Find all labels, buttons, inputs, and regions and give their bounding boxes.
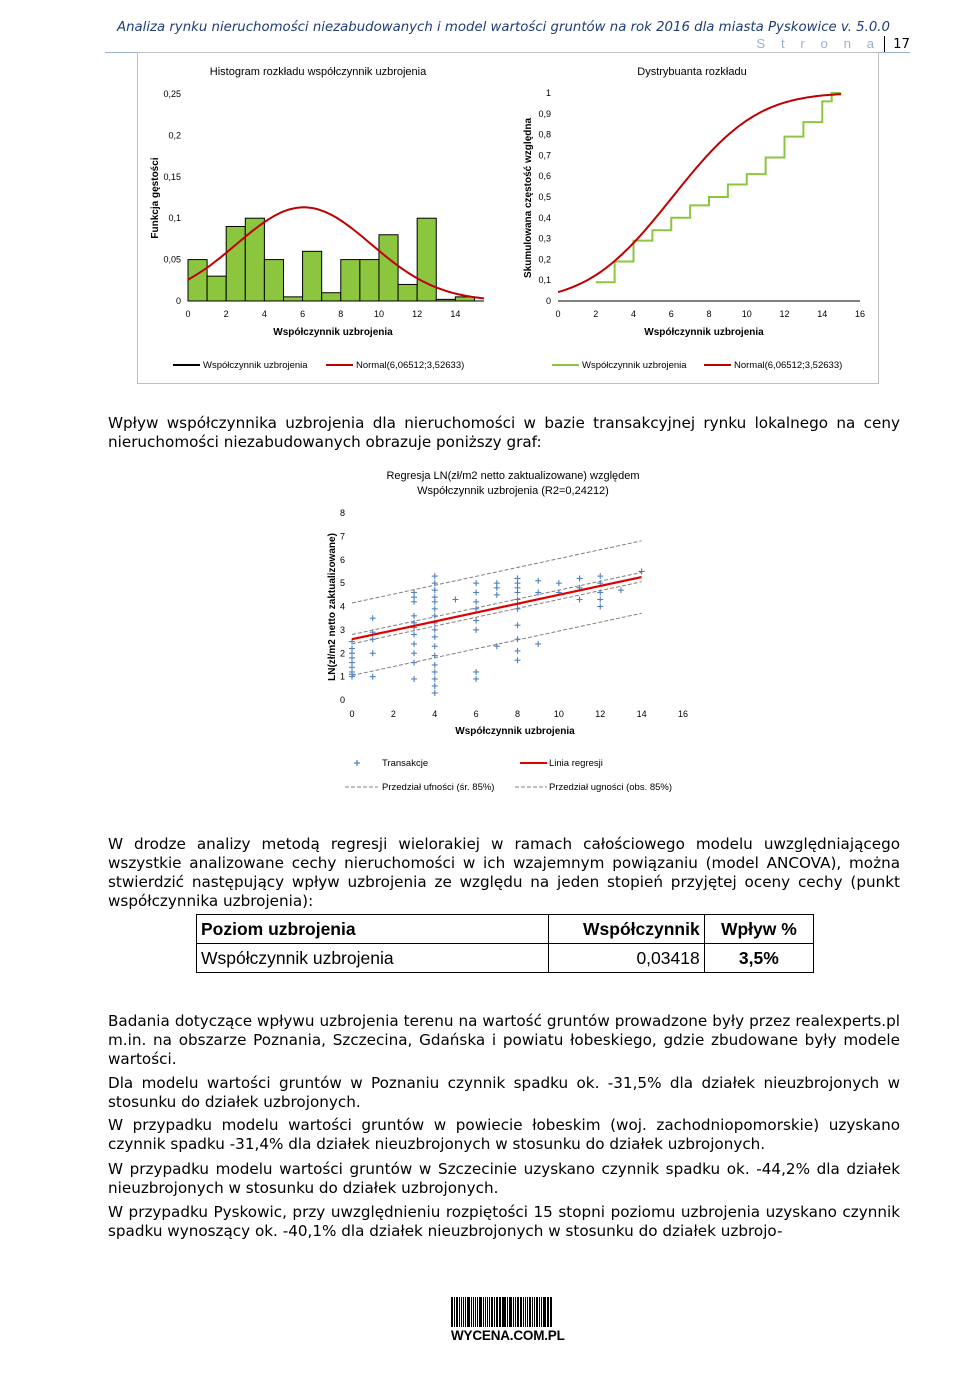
scatter-point xyxy=(556,580,562,586)
barcode-bar xyxy=(517,1297,519,1327)
scatter-point xyxy=(473,580,479,586)
regression-x-tick: 16 xyxy=(677,709,689,719)
histogram-plot xyxy=(163,89,484,319)
barcode-bar xyxy=(461,1297,462,1327)
barcode-bar xyxy=(503,1297,505,1327)
histogram-x-tick: 4 xyxy=(261,309,267,319)
regression-y-tick: 2 xyxy=(339,648,345,659)
table-cell-coefficient: 0,03418 xyxy=(548,944,704,973)
barcode-bar xyxy=(454,1297,455,1327)
wycena-logo xyxy=(451,1297,565,1343)
cdf-title: Dystrybuanta rozkładu xyxy=(637,66,747,78)
scatter-point xyxy=(618,587,624,593)
histogram-bar xyxy=(303,251,322,301)
scatter-point xyxy=(515,636,521,642)
cdf-y-tick: 0,2 xyxy=(538,254,551,265)
barcode-bar xyxy=(529,1297,531,1327)
scatter-point xyxy=(577,575,583,581)
barcode-bar xyxy=(513,1297,514,1327)
barcode-bar xyxy=(532,1297,533,1327)
histogram-bar xyxy=(436,299,455,301)
regression-y-tick: 1 xyxy=(339,671,345,682)
barcode-bar xyxy=(539,1297,540,1327)
barcode-bar xyxy=(473,1297,474,1327)
scatter-point xyxy=(473,618,479,624)
barcode-bar xyxy=(465,1297,466,1327)
barcode-bar xyxy=(541,1297,543,1327)
histogram-bar xyxy=(322,293,341,301)
paragraph-poznan: Dla modelu wartości gruntów w Poznaniu czynnik spadku ok. -31,5% dla działek nieuzbrojonych w stosunku do działek uzbrojonych. xyxy=(108,1074,900,1111)
histogram-x-tick: 12 xyxy=(412,309,423,319)
histogram-bar xyxy=(341,260,360,301)
histogram-y-tick: 0,15 xyxy=(163,171,181,182)
distribution-charts-svg xyxy=(138,53,878,383)
legend-transakcje-marker xyxy=(354,760,360,766)
regression-x-tick: 2 xyxy=(390,709,396,719)
cdf-y-tick: 0,5 xyxy=(538,192,551,202)
histogram-bar xyxy=(245,218,264,301)
histogram-bar xyxy=(207,276,226,301)
scatter-point xyxy=(432,634,438,640)
cdf-x-tick: 12 xyxy=(779,309,790,319)
legend-prediction-label: Przedział ugności (obs. 85%) xyxy=(549,782,673,793)
histogram-x-tick: 10 xyxy=(373,309,384,319)
barcode-bar xyxy=(510,1297,512,1327)
barcode-bar xyxy=(548,1297,549,1327)
scatter-point xyxy=(411,613,417,619)
cdf-plot xyxy=(538,88,865,319)
barcode-graphic xyxy=(451,1297,553,1327)
barcode-bar xyxy=(502,1297,503,1327)
barcode-bar xyxy=(467,1297,469,1327)
scatter-point xyxy=(515,648,521,654)
histogram-y-tick: 0,2 xyxy=(168,130,181,141)
regression-chart-svg xyxy=(325,457,690,801)
cdf-xlabel: Współczynnik uzbrojenia xyxy=(644,327,764,338)
scatter-point xyxy=(473,606,479,612)
cdf-x-tick: 14 xyxy=(817,309,828,319)
paragraph-szczecin: W przypadku modelu wartości gruntów w Szczecinie uzyskano czynnik spadku ok. -44,2% dla działek nieuzbrojonych w stosunku do działek uzbrojonych. xyxy=(108,1160,900,1197)
scatter-point xyxy=(473,599,479,605)
scatter-point xyxy=(411,641,417,647)
histogram-title: Histogram rozkładu współczynnik uzbrojenia xyxy=(209,66,427,78)
cdf-x-tick: 10 xyxy=(741,309,752,319)
barcode-bar xyxy=(463,1297,465,1327)
scatter-point xyxy=(432,676,438,682)
regression-y-tick: 3 xyxy=(339,624,345,635)
scatter-point xyxy=(597,573,603,579)
regression-title-line-2: Współczynnik uzbrojenia (R2=0,24212) xyxy=(417,485,609,497)
histogram-legend-label-1: Współczynnik uzbrojenia xyxy=(203,360,308,371)
barcode-bar xyxy=(491,1297,493,1327)
table-header-row xyxy=(197,915,814,944)
scatter-point xyxy=(535,578,541,584)
barcode-bar xyxy=(547,1297,548,1327)
regression-y-tick: 5 xyxy=(339,578,345,589)
barcode-bar xyxy=(483,1297,484,1327)
legend-regression-label: Linia regresji xyxy=(549,758,603,769)
barcode-bar xyxy=(515,1297,516,1327)
regression-y-tick: 8 xyxy=(339,508,345,518)
histogram-x-tick: 2 xyxy=(223,309,229,319)
histogram-x-tick: 8 xyxy=(338,309,344,319)
cdf-y-tick: 0,7 xyxy=(538,150,551,161)
cdf-legend-label-2: Normal(6,06512;3,52633) xyxy=(734,360,843,371)
scatter-point xyxy=(535,641,541,647)
cdf-y-tick: 0,3 xyxy=(538,233,551,244)
scatter-point xyxy=(411,650,417,656)
scatter-point xyxy=(639,568,645,574)
regression-x-tick: 0 xyxy=(349,709,355,719)
scatter-point xyxy=(411,676,417,682)
barcode-bar xyxy=(525,1297,527,1327)
barcode-bar xyxy=(527,1297,528,1327)
regression-y-tick: 4 xyxy=(339,601,345,612)
regression-x-tick: 12 xyxy=(595,709,606,719)
cdf-ylabel: Skumulowana częstość względna xyxy=(523,117,534,279)
table-header-impact: Wpływ % xyxy=(704,915,813,944)
histogram-y-tick: 0,25 xyxy=(163,89,181,99)
scatter-point xyxy=(473,589,479,595)
regression-y-tick: 0 xyxy=(339,695,345,705)
cdf-x-tick: 0 xyxy=(555,309,561,319)
legend-transakcje-label: Transakcje xyxy=(382,758,429,769)
regression-y-tick: 6 xyxy=(339,554,345,565)
scatter-point xyxy=(432,627,438,633)
regression-x-tick: 14 xyxy=(636,709,647,719)
page-number-block xyxy=(756,36,910,52)
regression-x-tick: 8 xyxy=(514,709,521,719)
scatter-point xyxy=(597,604,603,610)
barcode-bar xyxy=(507,1297,508,1327)
table-header-coefficient: Współczynnik xyxy=(548,915,704,944)
scatter-point xyxy=(473,627,479,633)
histogram-bar xyxy=(264,260,283,301)
barcode-bar xyxy=(489,1297,490,1327)
histogram-y-tick: 0,1 xyxy=(168,213,181,224)
barcode-bar xyxy=(550,1297,552,1327)
histogram-y-tick: 0 xyxy=(175,296,181,306)
scatter-point xyxy=(432,606,438,612)
cdf-legend xyxy=(552,360,842,371)
barcode-bar xyxy=(451,1297,453,1327)
cdf-y-tick: 1 xyxy=(545,88,551,98)
intro-paragraph: Wpływ współczynnika uzbrojenia dla nieruchomości w bazie transakcyjnej rynku lokalnego na ceny nieruchomości niezabudowanych obrazuje poniższy graf: xyxy=(108,414,900,451)
histogram-bar xyxy=(398,284,417,301)
paragraph-research: Badania dotyczące wpływu uzbrojenia terenu na wartość gruntów prowadzone były przez realexperts.pl m.in. na obszarze Poznania, Szczecina, Gdańska i powiatu łobeskiego, gdzie zbudowane były modele wartości. xyxy=(108,1012,900,1068)
scatter-point xyxy=(577,596,583,602)
regression-title-line-1: Regresja LN(zł/m2 netto zaktualizowane) względem xyxy=(386,470,640,482)
scatter-point xyxy=(411,660,417,666)
cdf-y-tick: 0,1 xyxy=(538,275,551,286)
scatter-point xyxy=(349,646,355,652)
influence-table xyxy=(196,914,814,973)
histogram-bar xyxy=(283,297,302,301)
table-header-level: Poziom uzbrojenia xyxy=(197,915,549,944)
regression-ylabel: LN(zł/m2 netto zaktualizowane) xyxy=(327,533,338,681)
cdf-x-tick: 6 xyxy=(668,309,674,319)
regression-chart-panel xyxy=(325,457,690,801)
scatter-point xyxy=(370,650,376,656)
legend-confidence-label: Przedział ufności (śr. 85%) xyxy=(382,782,495,793)
histogram-bar xyxy=(417,218,436,301)
cdf-y-tick: 0,6 xyxy=(538,171,551,182)
page-separator xyxy=(884,36,885,52)
histogram-y-tick: 0,05 xyxy=(163,254,181,265)
cdf-x-tick: 4 xyxy=(630,309,637,319)
scatter-point xyxy=(370,615,376,621)
barcode-bar xyxy=(494,1297,495,1327)
barcode-bar xyxy=(477,1297,479,1327)
barcode-bar xyxy=(520,1297,522,1327)
cdf-normal-curve xyxy=(558,94,841,292)
scatter-point xyxy=(515,657,521,663)
histogram-bar xyxy=(360,260,379,301)
cdf-x-tick: 8 xyxy=(706,309,712,319)
cdf-y-tick: 0,9 xyxy=(538,108,551,119)
ancova-paragraph: W drodze analizy metodą regresji wielorakiej w ramach całościowego modelu uwzględniającego wszystkie analizowane cechy nieruchomości w ich wzajemnym powiązaniu (model ANCOVA), można stwierdzić następujący wpływ uzbrojenia ze względu na jeden stopień przyjętej oceny cechy (punkt współczynnika uzbrojenia): xyxy=(108,835,900,910)
scatter-point xyxy=(473,669,479,675)
histogram-bar xyxy=(379,235,398,301)
scatter-point xyxy=(432,613,438,619)
scatter-point xyxy=(452,596,458,602)
page-label: S t r o n a xyxy=(756,36,881,51)
scatter-point xyxy=(494,592,500,598)
document-header-title: Analiza rynku nieruchomości niezabudowanych i model wartości gruntów na rok 2016 dla miasta Pyskowice v. 5.0.0 xyxy=(117,20,890,35)
scatter-point xyxy=(597,589,603,595)
paragraph-pyskowice: W przypadku Pyskowic, przy uwzględnieniu rozpiętości 15 stopni poziomu uzbrojenia uzyskano czynnik spadku wynoszący ok. -40,1% dla działek nieuzbrojonych w stosunku do działek uzbrojo- xyxy=(108,1203,900,1240)
logo-text: WYCENA.COM.PL xyxy=(451,1328,565,1343)
barcode-bar xyxy=(487,1297,488,1327)
histogram-x-tick: 0 xyxy=(185,309,191,319)
barcode-bar xyxy=(499,1297,501,1327)
scatter-point xyxy=(432,662,438,668)
barcode-bar xyxy=(536,1297,538,1327)
scatter-point xyxy=(432,587,438,593)
scatter-point xyxy=(432,683,438,689)
regression-x-tick: 10 xyxy=(553,709,564,719)
histogram-ylabel: Funkcja gęstości xyxy=(150,157,161,239)
scatter-point xyxy=(432,594,438,600)
cdf-x-tick: 2 xyxy=(593,309,599,319)
scatter-point xyxy=(411,632,417,638)
scatter-point xyxy=(473,676,479,682)
scatter-point xyxy=(432,643,438,649)
barcode-bar xyxy=(523,1297,524,1327)
histogram-xlabel: Współczynnik uzbrojenia xyxy=(273,327,393,338)
confidence-band-lower xyxy=(352,582,642,644)
page-number: 17 xyxy=(893,37,910,52)
histogram-x-tick: 14 xyxy=(450,309,461,319)
barcode-bar xyxy=(509,1297,510,1327)
barcode-bar xyxy=(543,1297,545,1327)
regression-x-tick: 4 xyxy=(432,709,438,719)
histogram-bar xyxy=(226,226,245,301)
cdf-empirical-step-line xyxy=(596,93,841,282)
regression-y-tick: 7 xyxy=(339,531,345,542)
scatter-point xyxy=(432,690,438,696)
scatter-point xyxy=(515,622,521,628)
scatter-point xyxy=(432,573,438,579)
barcode-bar xyxy=(534,1297,535,1327)
scatter-point xyxy=(432,669,438,675)
cdf-legend-label-1: Współczynnik uzbrojenia xyxy=(582,360,687,371)
regression-xlabel: Współczynnik uzbrojenia xyxy=(455,726,575,737)
barcode-bar xyxy=(456,1297,458,1327)
histogram-x-tick: 6 xyxy=(300,309,306,319)
cdf-y-tick: 0,8 xyxy=(538,129,551,140)
scatter-point xyxy=(370,674,376,680)
histogram-legend xyxy=(173,360,464,371)
barcode-bar xyxy=(496,1297,498,1327)
cdf-x-tick: 16 xyxy=(854,309,866,319)
histogram-legend-label-2: Normal(6,06512;3,52633) xyxy=(356,360,465,371)
scatter-point xyxy=(494,580,500,586)
regression-x-tick: 6 xyxy=(473,709,479,719)
table-cell-level: Współczynnik uzbrojenia xyxy=(197,944,549,973)
paragraph-lobez: W przypadku modelu wartości gruntów w powiecie łobeskim (woj. zachodniopomorskie) uzyskano czynnik spadku -31,4% dla działek nieuzbrojonych w stosunku do działek uzbrojonych. xyxy=(108,1116,900,1153)
table-row xyxy=(197,944,814,973)
regression-plot xyxy=(340,508,688,719)
scatter-point xyxy=(597,596,603,602)
scatter-point xyxy=(515,596,521,602)
histogram-bar xyxy=(188,260,207,301)
barcode-bar xyxy=(485,1297,487,1327)
cdf-y-tick: 0 xyxy=(545,296,551,306)
regression-legend xyxy=(345,758,672,793)
table-cell-impact: 3,5% xyxy=(704,944,813,973)
barcode-bar xyxy=(475,1297,476,1327)
barcode-bar xyxy=(479,1297,481,1327)
barcode-bar xyxy=(459,1297,460,1327)
scatter-point xyxy=(370,636,376,642)
distribution-charts-panel xyxy=(137,52,879,384)
scatter-point xyxy=(515,575,521,581)
barcode-bar xyxy=(471,1297,473,1327)
cdf-y-tick: 0,4 xyxy=(538,212,551,223)
